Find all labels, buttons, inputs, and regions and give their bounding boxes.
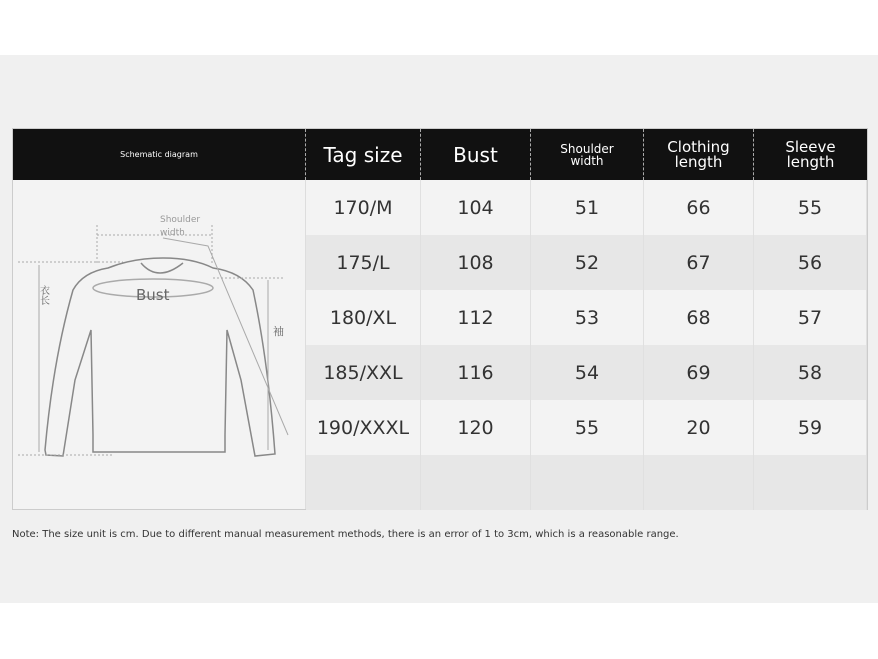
header-diagram: Schematic diagram [13, 129, 306, 180]
table-cell: 190/XXXL [306, 400, 421, 455]
bust-label: Bust [136, 286, 170, 304]
table-cell [421, 455, 531, 510]
table-cell: 104 [421, 180, 531, 235]
table-cell: 67 [644, 235, 754, 290]
table-row [306, 400, 867, 455]
table-cell: 69 [644, 345, 754, 400]
table-cell: 68 [644, 290, 754, 345]
table-cell: 59 [754, 400, 867, 455]
table-cell: 185/XXL [306, 345, 421, 400]
table-cell [531, 455, 644, 510]
table-cell: 112 [421, 290, 531, 345]
table-cell: 116 [421, 345, 531, 400]
table-cell: 66 [644, 180, 754, 235]
size-note: Note: The size unit is cm. Due to different manual measurement methods, there is an error of 1 to 3cm, which is a reasonable range. [12, 529, 679, 540]
table-cell: 55 [754, 180, 867, 235]
table-row [306, 455, 867, 510]
table-body [306, 180, 867, 510]
table-header [13, 129, 867, 180]
size-chart-table [12, 128, 868, 510]
table-cell: 52 [531, 235, 644, 290]
header-shoulder: Shoulder width [531, 129, 644, 180]
sweater-illustration [13, 180, 305, 509]
header-sleeve-length: Sleeve length [785, 137, 836, 171]
table-cell: 54 [531, 345, 644, 400]
table-cell [644, 455, 754, 510]
table-cell: 20 [644, 400, 754, 455]
table-cell: 180/XL [306, 290, 421, 345]
table-cell: 58 [754, 345, 867, 400]
schematic-diagram [13, 180, 306, 509]
table-row [306, 180, 867, 235]
table-cell: 170/M [306, 180, 421, 235]
table-row [306, 290, 867, 345]
table-cell: 108 [421, 235, 531, 290]
header-tag-size: Tag size [306, 129, 421, 180]
table-cell: 56 [754, 235, 867, 290]
header-clothing-length: Clothing length [644, 129, 754, 180]
sleeve-label: 袖 [273, 325, 284, 338]
header-bust: Bust [421, 129, 531, 180]
table-row [306, 235, 867, 290]
table-cell: 57 [754, 290, 867, 345]
table-row [306, 345, 867, 400]
table-cell: 53 [531, 290, 644, 345]
table-cell: 51 [531, 180, 644, 235]
table-cell [306, 455, 421, 510]
table-cell: 175/L [306, 235, 421, 290]
table-cell [754, 455, 867, 510]
table-cell: 120 [421, 400, 531, 455]
shoulder-label-2: width [160, 228, 185, 238]
shoulder-label: Shoulder [160, 215, 201, 225]
length-label: 衣长 [37, 285, 49, 305]
table-cell: 55 [531, 400, 644, 455]
